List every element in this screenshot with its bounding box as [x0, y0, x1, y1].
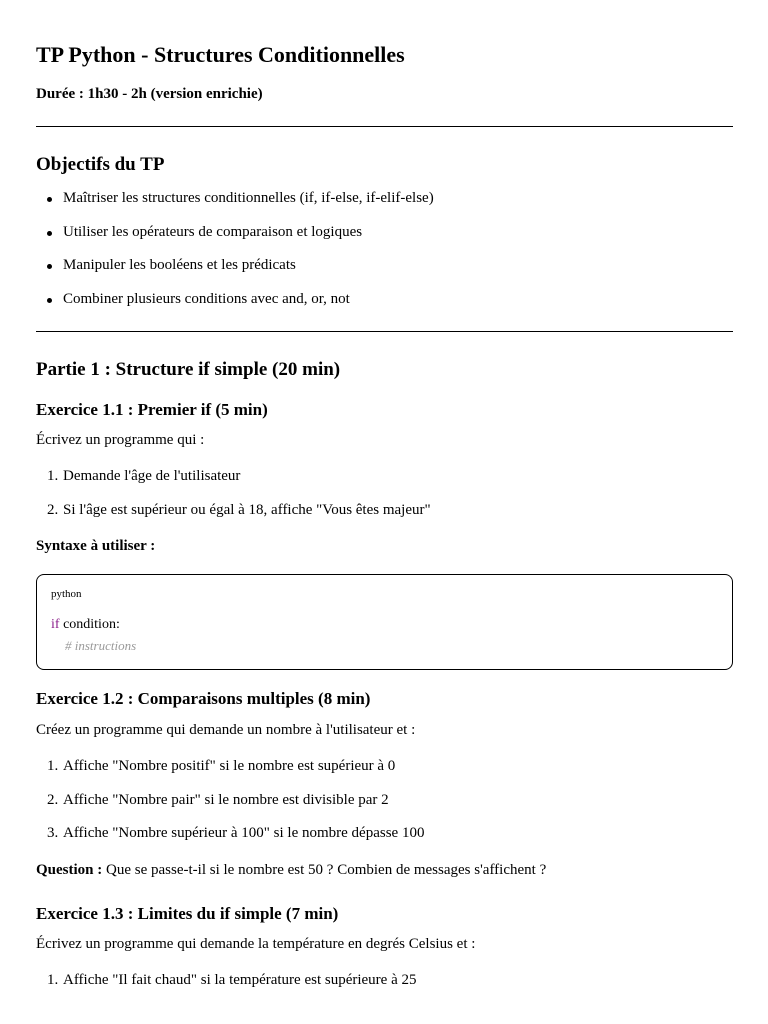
- part1-heading: Partie 1 : Structure if simple (20 min): [36, 359, 341, 380]
- exercise-1-1-intro: Écrivez un programme qui :: [36, 432, 205, 448]
- exercise-1-2-intro: Créez un programme qui demande un nombre à l'utilisateur et :: [36, 722, 416, 738]
- exercise-1-2-heading: Exercice 1.2 : Comparaisons multiples (8 min): [36, 689, 371, 708]
- code-comment: # instructions: [65, 638, 137, 653]
- question-label: Question :: [36, 862, 103, 878]
- objective-label: Manipuler les booléens et les prédicats: [63, 257, 296, 273]
- step-number: 2.: [47, 502, 59, 518]
- code-block: [36, 574, 733, 670]
- step-item: [47, 825, 425, 842]
- step-item: [47, 792, 389, 809]
- objective-label: Combiner plusieurs conditions avec and, or, not: [63, 291, 350, 307]
- step-number: 1.: [47, 758, 59, 774]
- step-item: [47, 758, 396, 775]
- exercise-1-1-heading: Exercice 1.1 : Premier if (5 min): [36, 400, 268, 419]
- divider: [36, 331, 733, 332]
- code-text: condition:: [59, 617, 120, 632]
- step-item: [47, 972, 417, 989]
- step-item: [47, 468, 241, 485]
- page-title: TP Python - Structures Conditionnelles: [36, 42, 405, 67]
- duration-text: Durée : 1h30 - 2h (version enrichie): [36, 86, 263, 102]
- bullet-icon: [47, 298, 52, 303]
- objective-item: [63, 224, 362, 241]
- divider: [36, 126, 733, 127]
- step-label: Affiche "Il fait chaud" si la température est supérieure à 25: [63, 972, 417, 988]
- bullet-icon: [47, 231, 52, 236]
- objective-item: [63, 291, 350, 308]
- step-label: Affiche "Nombre pair" si le nombre est divisible par 2: [63, 792, 389, 808]
- objective-label: Utiliser les opérateurs de comparaison et logiques: [63, 224, 363, 240]
- step-number: 3.: [47, 825, 59, 841]
- syntax-label: Syntaxe à utiliser :: [36, 538, 156, 554]
- step-label: Affiche "Nombre supérieur à 100" si le nombre dépasse 100: [63, 825, 425, 841]
- bullet-icon: [47, 264, 52, 269]
- code-language-label: python: [51, 588, 82, 600]
- step-label: Demande l'âge de l'utilisateur: [63, 468, 241, 484]
- step-item: [47, 502, 431, 519]
- step-number: 1.: [47, 972, 59, 988]
- question-text: [36, 862, 546, 879]
- exercise-1-3-intro: Écrivez un programme qui demande la température en degrés Celsius et :: [36, 936, 476, 952]
- exercise-1-3-heading: Exercice 1.3 : Limites du if simple (7 min): [36, 904, 339, 923]
- objectives-heading: Objectifs du TP: [36, 154, 165, 175]
- step-label: Affiche "Nombre positif" si le nombre est supérieur à 0: [63, 758, 396, 774]
- code-keyword: if: [51, 617, 60, 632]
- step-label: Si l'âge est supérieur ou égal à 18, affiche "Vous êtes majeur": [63, 502, 431, 518]
- objective-item: [63, 257, 296, 274]
- bullet-icon: [47, 197, 52, 202]
- code-line: [51, 617, 120, 633]
- step-number: 2.: [47, 792, 59, 808]
- step-number: 1.: [47, 468, 59, 484]
- objective-item: [63, 190, 434, 207]
- question-body: Que se passe-t-il si le nombre est 50 ? Combien de messages s'affichent ?: [102, 862, 547, 878]
- objective-label: Maîtriser les structures conditionnelles (if, if-else, if-elif-else): [63, 190, 434, 206]
